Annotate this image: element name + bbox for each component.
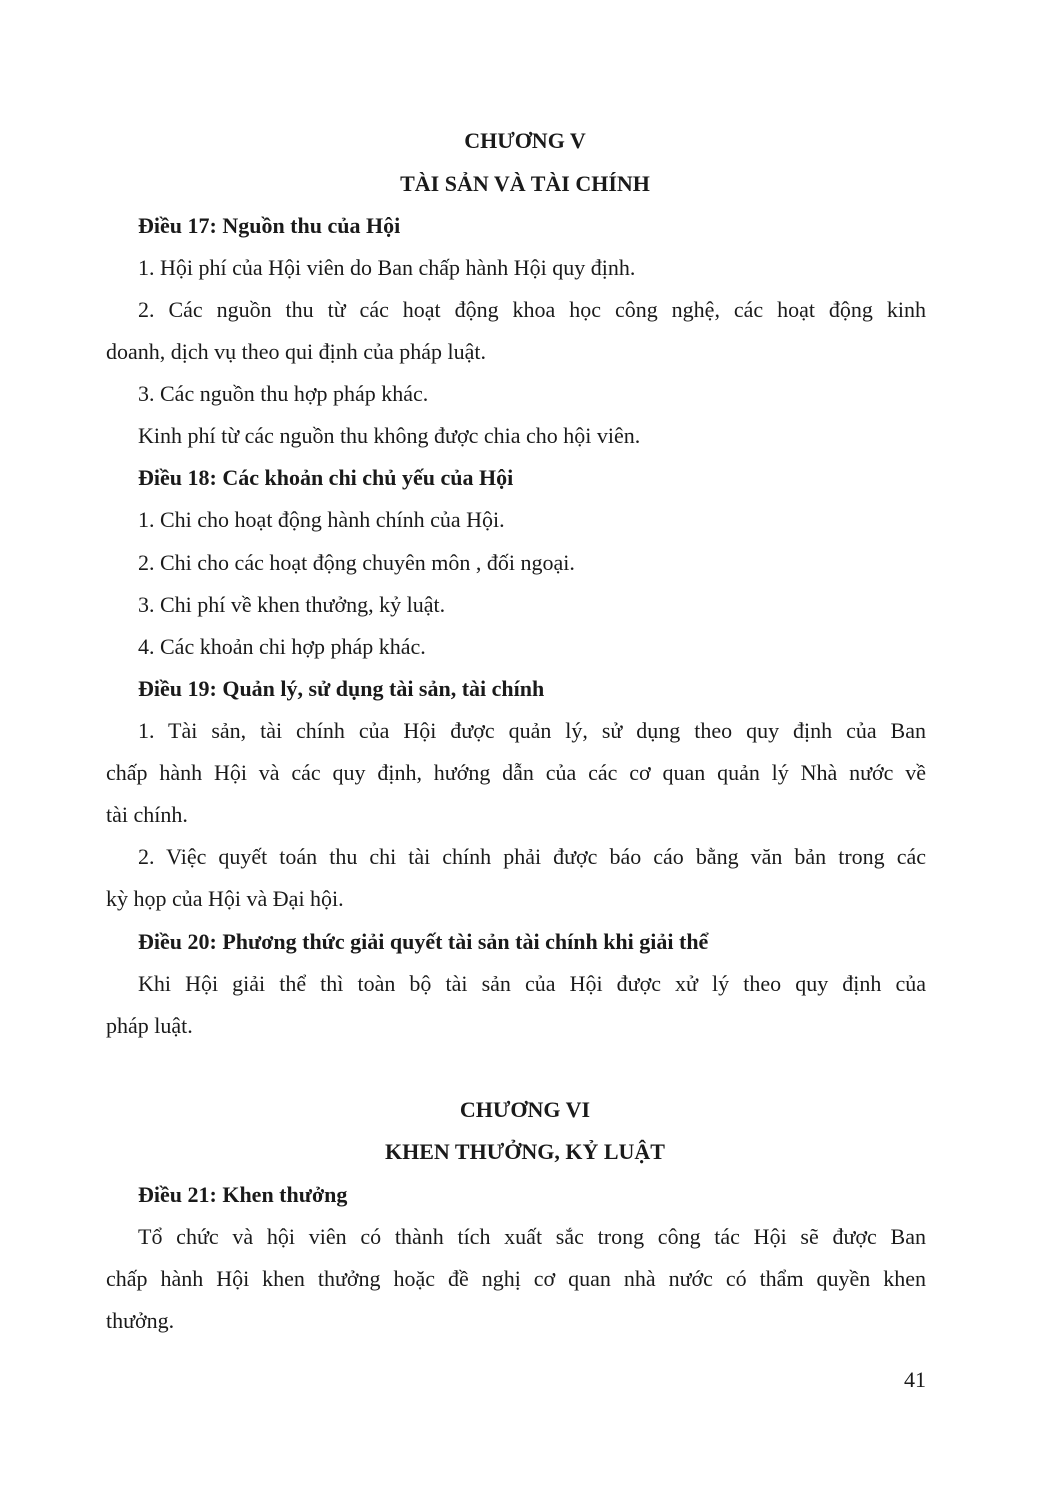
chapter-6-number: CHƯƠNG VI	[459, 1097, 591, 1122]
article-18-item-2: 2. Chi cho các hoạt động chuyên môn , đối ngoại.	[138, 550, 575, 575]
article-19-item-1-line-2: chấp hành Hội và các quy định, hướng dẫn của các cơ quan quản lý Nhà nước về	[106, 760, 926, 785]
article-17-item-2-line-2: doanh, dịch vụ theo qui định của pháp luật.	[106, 339, 487, 364]
chapter-6-title: KHEN THƯỞNG, KỶ LUẬT	[385, 1139, 665, 1164]
page-number: 41	[904, 1367, 926, 1392]
chapter-5-number: CHƯƠNG V	[464, 128, 586, 153]
article-20-heading: Điều 20: Phương thức giải quyết tài sản tài chính khi giải thể	[138, 929, 709, 954]
article-19-heading: Điều 19: Quản lý, sử dụng tài sản, tài chính	[138, 676, 545, 701]
article-21-text-line-2: chấp hành Hội khen thưởng hoặc đề nghị cơ quan nhà nước có thẩm quyền khen	[106, 1266, 926, 1291]
article-21-text-line-3: thưởng.	[106, 1308, 175, 1333]
article-18-item-1: 1. Chi cho hoạt động hành chính của Hội.	[138, 507, 505, 532]
article-19-item-2-line-1: 2. Việc quyết toán thu chi tài chính phải được báo cáo bằng văn bản trong các	[138, 844, 926, 869]
article-17-note: Kinh phí từ các nguồn thu không được chia cho hội viên.	[138, 423, 641, 448]
chapter-5-title: TÀI SẢN VÀ TÀI CHÍNH	[400, 171, 650, 196]
article-19-item-2-line-2: kỳ họp của Hội và Đại hội.	[106, 886, 344, 911]
article-19-item-1-line-1: 1. Tài sản, tài chính của Hội được quản lý, sử dụng theo quy định của Ban	[138, 718, 926, 743]
article-17-item-1: 1. Hội phí của Hội viên do Ban chấp hành Hội quy định.	[138, 255, 636, 280]
article-18-item-4: 4. Các khoản chi hợp pháp khác.	[138, 634, 426, 659]
article-20-text-line-1: Khi Hội giải thể thì toàn bộ tài sản của Hội được xử lý theo quy định của	[138, 971, 926, 996]
article-18-heading: Điều 18: Các khoản chi chủ yếu của Hội	[138, 465, 514, 490]
article-17-item-2-line-1: 2. Các nguồn thu từ các hoạt động khoa học công nghệ, các hoạt động kinh	[138, 297, 926, 322]
article-21-text-line-1: Tổ chức và hội viên có thành tích xuất sắc trong công tác Hội sẽ được Ban	[138, 1224, 926, 1249]
article-17-item-3: 3. Các nguồn thu hợp pháp khác.	[138, 381, 429, 406]
article-17-heading: Điều 17: Nguồn thu của Hội	[138, 213, 401, 238]
article-20-text-line-2: pháp luật.	[106, 1013, 193, 1038]
article-21-heading: Điều 21: Khen thưởng	[138, 1182, 348, 1207]
article-18-item-3: 3. Chi phí về khen thưởng, kỷ luật.	[138, 592, 446, 617]
article-19-item-1-line-3: tài chính.	[106, 802, 188, 827]
